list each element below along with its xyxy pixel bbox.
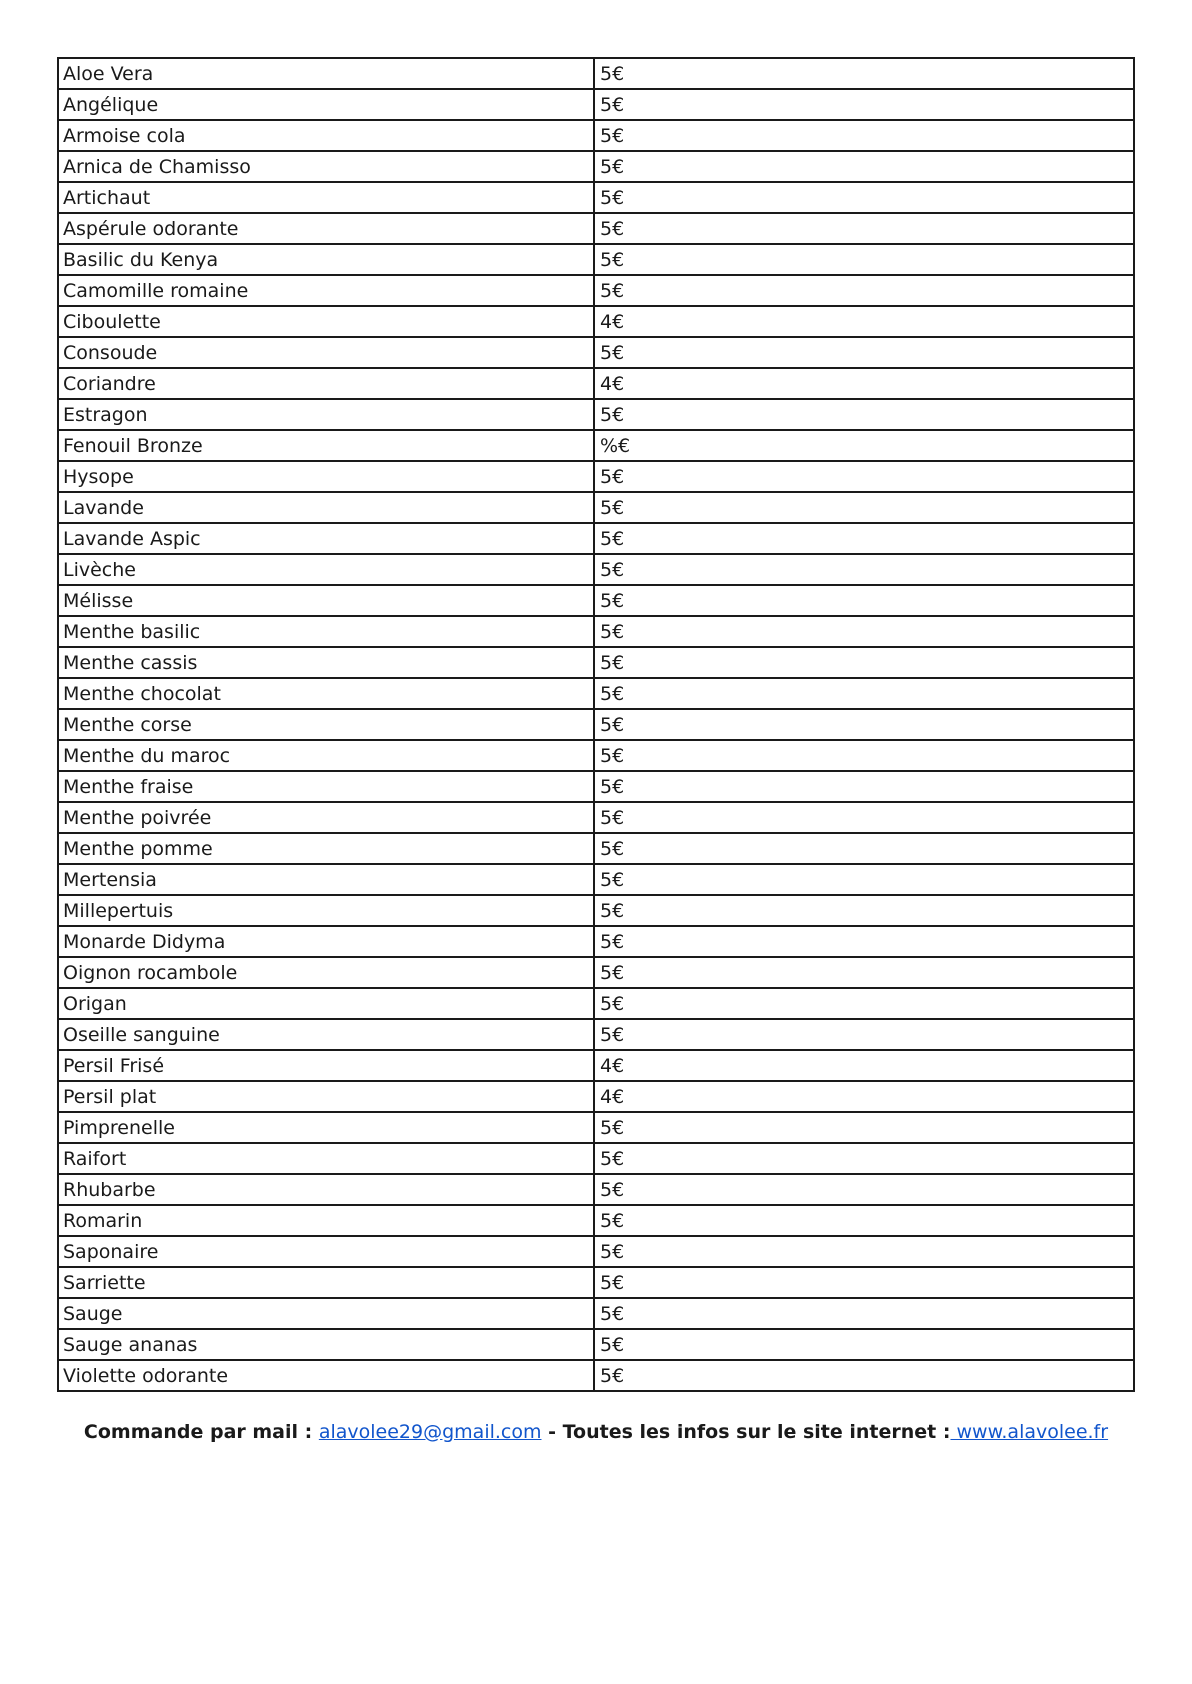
price-cell: 5€ <box>594 492 1134 523</box>
price-cell: 5€ <box>594 554 1134 585</box>
price-cell: 5€ <box>594 1360 1134 1391</box>
table-row <box>58 554 1134 585</box>
table-row <box>58 368 1134 399</box>
price-cell: 5€ <box>594 182 1134 213</box>
plant-name-cell: Lavande <box>58 492 594 523</box>
price-cell: 5€ <box>594 771 1134 802</box>
price-cell: 5€ <box>594 926 1134 957</box>
table-row <box>58 461 1134 492</box>
plant-name-cell: Livèche <box>58 554 594 585</box>
price-cell: 5€ <box>594 89 1134 120</box>
plant-name-cell: Angélique <box>58 89 594 120</box>
table-row <box>58 1236 1134 1267</box>
price-cell: 5€ <box>594 151 1134 182</box>
price-cell: 5€ <box>594 740 1134 771</box>
price-cell: 5€ <box>594 895 1134 926</box>
table-row <box>58 1081 1134 1112</box>
plant-name-cell: Aloe Vera <box>58 58 594 89</box>
table-row <box>58 895 1134 926</box>
table-row <box>58 182 1134 213</box>
table-row <box>58 988 1134 1019</box>
plant-name-cell: Sarriette <box>58 1267 594 1298</box>
table-row <box>58 89 1134 120</box>
table-row <box>58 337 1134 368</box>
price-cell: 5€ <box>594 678 1134 709</box>
price-cell: 5€ <box>594 1205 1134 1236</box>
website-link[interactable]: www.alavolee.fr <box>950 1421 1109 1443</box>
price-cell: 5€ <box>594 1267 1134 1298</box>
table-row <box>58 1360 1134 1391</box>
table-row <box>58 647 1134 678</box>
price-cell: 5€ <box>594 1174 1134 1205</box>
plant-name-cell: Menthe du maroc <box>58 740 594 771</box>
plant-name-cell: Menthe fraise <box>58 771 594 802</box>
plant-name-cell: Pimprenelle <box>58 1112 594 1143</box>
table-row <box>58 306 1134 337</box>
price-cell: 5€ <box>594 833 1134 864</box>
price-cell: 4€ <box>594 1050 1134 1081</box>
order-by-mail-label: Commande par mail : <box>83 1421 319 1443</box>
price-cell: 4€ <box>594 368 1134 399</box>
plant-name-cell: Sauge <box>58 1298 594 1329</box>
table-row <box>58 616 1134 647</box>
price-cell: 5€ <box>594 244 1134 275</box>
plant-name-cell: Basilic du Kenya <box>58 244 594 275</box>
table-row <box>58 1019 1134 1050</box>
price-cell: 5€ <box>594 1019 1134 1050</box>
table-row <box>58 275 1134 306</box>
plant-name-cell: Origan <box>58 988 594 1019</box>
table-row <box>58 771 1134 802</box>
price-cell: 5€ <box>594 957 1134 988</box>
price-cell: 5€ <box>594 58 1134 89</box>
price-cell: 4€ <box>594 1081 1134 1112</box>
table-row <box>58 802 1134 833</box>
plant-name-cell: Estragon <box>58 399 594 430</box>
plant-name-cell: Menthe pomme <box>58 833 594 864</box>
price-cell: 5€ <box>594 461 1134 492</box>
plant-name-cell: Raifort <box>58 1143 594 1174</box>
price-cell: %€ <box>594 430 1134 461</box>
plant-name-cell: Coriandre <box>58 368 594 399</box>
table-row <box>58 833 1134 864</box>
price-cell: 5€ <box>594 647 1134 678</box>
price-cell: 5€ <box>594 1236 1134 1267</box>
price-cell: 5€ <box>594 709 1134 740</box>
table-row <box>58 244 1134 275</box>
table-row <box>58 1205 1134 1236</box>
table-row <box>58 1298 1134 1329</box>
price-cell: 5€ <box>594 337 1134 368</box>
plant-name-cell: Lavande Aspic <box>58 523 594 554</box>
table-row <box>58 399 1134 430</box>
table-row <box>58 864 1134 895</box>
plant-name-cell: Persil Frisé <box>58 1050 594 1081</box>
plant-name-cell: Camomille romaine <box>58 275 594 306</box>
table-row <box>58 1329 1134 1360</box>
plant-name-cell: Fenouil Bronze <box>58 430 594 461</box>
price-cell: 5€ <box>594 988 1134 1019</box>
table-row <box>58 1050 1134 1081</box>
price-cell: 5€ <box>594 585 1134 616</box>
footer-contact-line <box>0 1418 1192 1446</box>
table-row <box>58 585 1134 616</box>
price-cell: 5€ <box>594 616 1134 647</box>
table-row <box>58 151 1134 182</box>
plant-name-cell: Mélisse <box>58 585 594 616</box>
plant-name-cell: Persil plat <box>58 1081 594 1112</box>
plant-name-cell: Aspérule odorante <box>58 213 594 244</box>
price-cell: 5€ <box>594 213 1134 244</box>
price-cell: 5€ <box>594 1143 1134 1174</box>
table-row <box>58 58 1134 89</box>
plant-name-cell: Millepertuis <box>58 895 594 926</box>
table-row <box>58 1267 1134 1298</box>
table-row <box>58 957 1134 988</box>
plant-name-cell: Rhubarbe <box>58 1174 594 1205</box>
plant-name-cell: Menthe basilic <box>58 616 594 647</box>
email-link[interactable]: alavolee29@gmail.com <box>318 1421 542 1443</box>
plant-name-cell: Violette odorante <box>58 1360 594 1391</box>
plant-name-cell: Menthe poivrée <box>58 802 594 833</box>
plant-name-cell: Hysope <box>58 461 594 492</box>
plant-name-cell: Sauge ananas <box>58 1329 594 1360</box>
plant-name-cell: Romarin <box>58 1205 594 1236</box>
plant-name-cell: Oignon rocambole <box>58 957 594 988</box>
table-row <box>58 678 1134 709</box>
website-info-label: - Toutes les infos sur le site internet : <box>541 1421 951 1443</box>
table-row <box>58 740 1134 771</box>
price-cell: 5€ <box>594 1112 1134 1143</box>
plant-name-cell: Arnica de Chamisso <box>58 151 594 182</box>
price-cell: 5€ <box>594 399 1134 430</box>
price-cell: 5€ <box>594 120 1134 151</box>
table-body <box>58 58 1134 1391</box>
plant-name-cell: Monarde Didyma <box>58 926 594 957</box>
price-cell: 5€ <box>594 523 1134 554</box>
table-row <box>58 430 1134 461</box>
price-cell: 5€ <box>594 1329 1134 1360</box>
plant-name-cell: Consoude <box>58 337 594 368</box>
price-cell: 5€ <box>594 275 1134 306</box>
plant-name-cell: Menthe chocolat <box>58 678 594 709</box>
plant-name-cell: Artichaut <box>58 182 594 213</box>
plant-name-cell: Menthe cassis <box>58 647 594 678</box>
table-row <box>58 709 1134 740</box>
price-cell: 5€ <box>594 1298 1134 1329</box>
price-cell: 4€ <box>594 306 1134 337</box>
plant-name-cell: Ciboulette <box>58 306 594 337</box>
price-cell: 5€ <box>594 802 1134 833</box>
table-row <box>58 213 1134 244</box>
table-row <box>58 1174 1134 1205</box>
plant-name-cell: Mertensia <box>58 864 594 895</box>
plant-price-table <box>57 57 1135 1392</box>
table-row <box>58 120 1134 151</box>
plant-name-cell: Oseille sanguine <box>58 1019 594 1050</box>
table-row <box>58 926 1134 957</box>
plant-name-cell: Armoise cola <box>58 120 594 151</box>
table-row <box>58 1143 1134 1174</box>
table-row <box>58 1112 1134 1143</box>
plant-name-cell: Menthe corse <box>58 709 594 740</box>
price-cell: 5€ <box>594 864 1134 895</box>
plant-name-cell: Saponaire <box>58 1236 594 1267</box>
table-row <box>58 492 1134 523</box>
table-row <box>58 523 1134 554</box>
